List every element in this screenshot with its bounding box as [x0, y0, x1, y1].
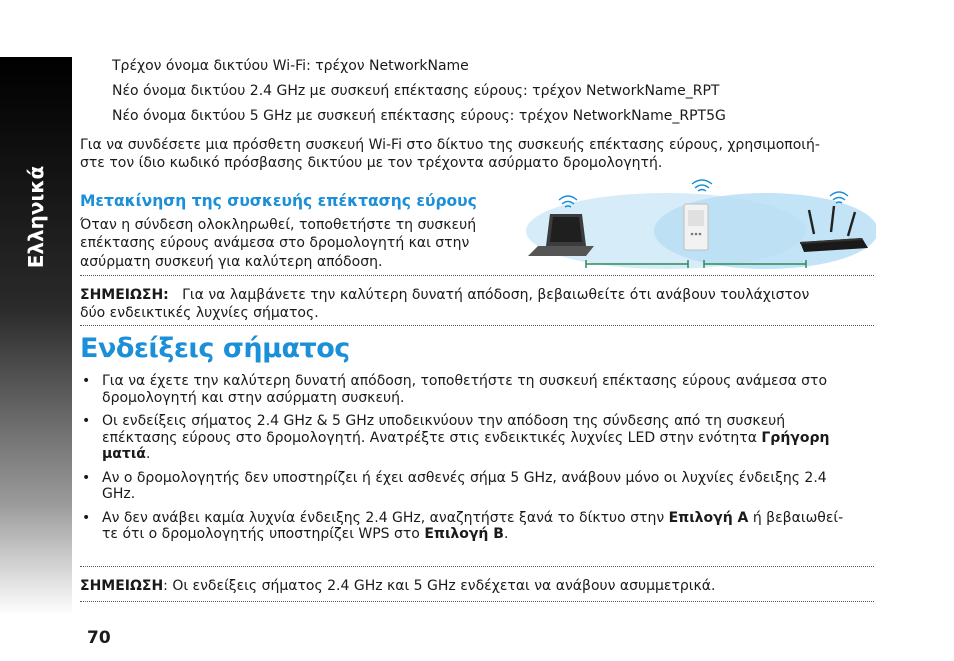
- list-item: • Αν δεν ανάβει καμία λυχνία ένδειξης 2.4 GHz, αναζητήστε ξανά το δίκτυο στην Επιλογή A ή βεβαιωθεί- τε ότι ο δρομολογητής υποστηρίζει WPS στο Επιλογή B.: [80, 510, 874, 543]
- list-item: • Οι ενδείξεις σήματος 2.4 GHz & 5 GHz υποδεικνύουν την απόδοση της σύνδεσης από τη συσκευή επέκτασης εύρους στο δρομολογητή. Ανατρέξτε στις ενδεικτικές λυχνίες LED στην ενότητα Γρήγορη ματιά.: [80, 413, 874, 463]
- intro-paragraph-line2: στε τον ίδιο κωδικό πρόσβασης δικτύου με τον τρέχοντα ασύρματο δρομολογητή.: [80, 155, 663, 171]
- note2-text: : Οι ενδείξεις σήματος 2.4 GHz και 5 GHz ενδέχεται να ανάβουν ασυμμετρικά.: [163, 578, 716, 594]
- divider: [80, 601, 874, 602]
- placement-illustration: [516, 176, 876, 271]
- moving-section-line3: ασύρματη συσκευή για καλύτερη απόδοση.: [80, 254, 383, 270]
- signal-bullets: [80, 373, 874, 550]
- signal-section-heading: Ενδείξεις σήματος: [80, 333, 350, 364]
- moving-section-heading: Μετακίνηση της συσκευής επέκτασης εύρους: [80, 192, 477, 210]
- wifi-signal-extender-icon: [692, 180, 712, 191]
- quick-glance-ref: Γρήγορη ματιά: [102, 429, 830, 462]
- current-network-name: Τρέχον όνομα δικτύου Wi-Fi: τρέχον NetworkName: [112, 58, 469, 74]
- page-number: 70: [87, 628, 111, 648]
- note2: [80, 578, 715, 595]
- intro-paragraph-line1: Για να συνδέσετε μια πρόσθετη συσκευή Wi-Fi στο δίκτυο της συσκευής επέκτασης εύρους, χρησιμοποιή-: [80, 137, 820, 153]
- moving-section-line1: Όταν η σύνδεση ολοκληρωθεί, τοποθετήστε τη συσκευή: [80, 217, 477, 233]
- moving-section-line2: επέκτασης εύρους ανάμεσα στο δρομολογητή και στην: [80, 235, 470, 251]
- language-sidebar: [0, 57, 72, 615]
- option-b-ref: Επιλογή B: [424, 526, 504, 542]
- list-item: • Για να έχετε την καλύτερη δυνατή απόδοση, τοποθετήστε τη συσκευή επέκτασης εύρους ανάμεσα στο δρομολογητή και στην ασύρματη συσκευή.: [80, 373, 874, 406]
- divider: [80, 325, 874, 326]
- note1-line2: δύο ενδεικτικές λυχνίες σήματος.: [80, 305, 319, 321]
- new-network-name-24ghz: Νέο όνομα δικτύου 2.4 GHz με συσκευή επέκτασης εύρους: τρέχον NetworkName_RPT: [112, 83, 720, 99]
- note1-label: ΣΗΜΕΙΩΣΗ:: [80, 287, 169, 303]
- range-extender-icon: [684, 204, 708, 250]
- new-network-name-5ghz: Νέο όνομα δικτύου 5 GHz με συσκευή επέκτασης εύρους: τρέχον NetworkName_RPT5G: [112, 108, 726, 124]
- note1-text: Για να λαμβάνετε την καλύτερη δυνατή απόδοση, βεβαιωθείτε ότι ανάβουν τουλάχιστον: [182, 287, 810, 303]
- note1-line1: [80, 287, 809, 304]
- option-a-ref: Επιλογή A: [668, 509, 749, 526]
- note2-label: ΣΗΜΕΙΩΣΗ: [80, 578, 164, 594]
- divider: [80, 566, 874, 567]
- divider: [80, 275, 874, 276]
- list-item: • Αν ο δρομολογητής δεν υποστηρίζει ή έχει ασθενές σήμα 5 GHz, ανάβουν μόνο οι λυχνίες ένδειξης 2.4 GHz.: [80, 470, 874, 503]
- language-label: Ελληνικά: [24, 165, 48, 269]
